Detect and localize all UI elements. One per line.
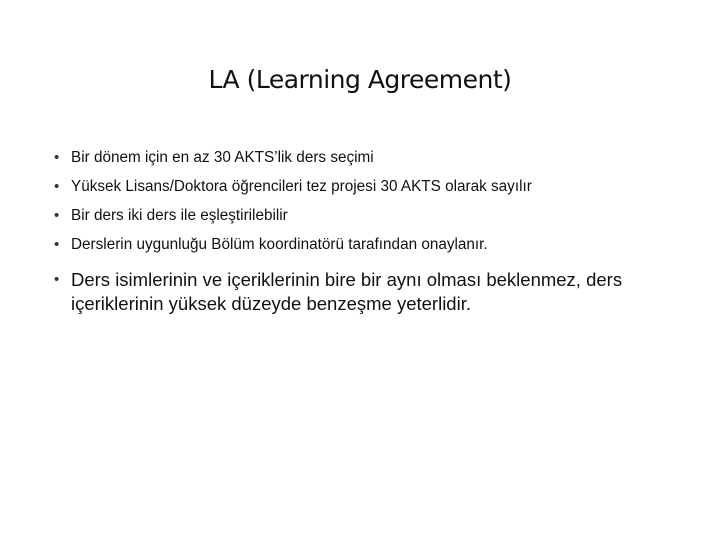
bullet-text: Yüksek Lisans/Doktora öğrencileri tez projesi 30 AKTS olarak sayılır xyxy=(71,178,532,195)
bullet-text: Bir ders iki ders ile eşleştirilebilir xyxy=(71,207,288,224)
bullet-dot-icon: • xyxy=(54,207,60,224)
bullet-list xyxy=(54,148,684,316)
bullet-text: Ders isimlerinin ve içeriklerinin bire bir aynı olması beklenmez, ders içeriklerinin yüksek düzeyde benzeşme yeterlidir. xyxy=(71,269,623,314)
slide-title: LA (Learning Agreement) xyxy=(208,65,512,94)
list-item xyxy=(54,268,691,316)
bullet-text: Bir dönem için en az 30 AKTS’lik ders seçimi xyxy=(71,149,374,166)
list-item xyxy=(54,148,684,177)
bullet-dot-icon: • xyxy=(54,178,60,195)
list-item xyxy=(54,206,684,235)
bullet-text: Derslerin uygunluğu Bölüm koordinatörü tarafından onaylanır. xyxy=(71,236,488,253)
list-item xyxy=(54,235,684,264)
list-item xyxy=(54,177,684,206)
bullet-dot-icon: • xyxy=(54,271,60,288)
bullet-dot-icon: • xyxy=(54,149,60,166)
bullet-dot-icon: • xyxy=(54,236,60,253)
